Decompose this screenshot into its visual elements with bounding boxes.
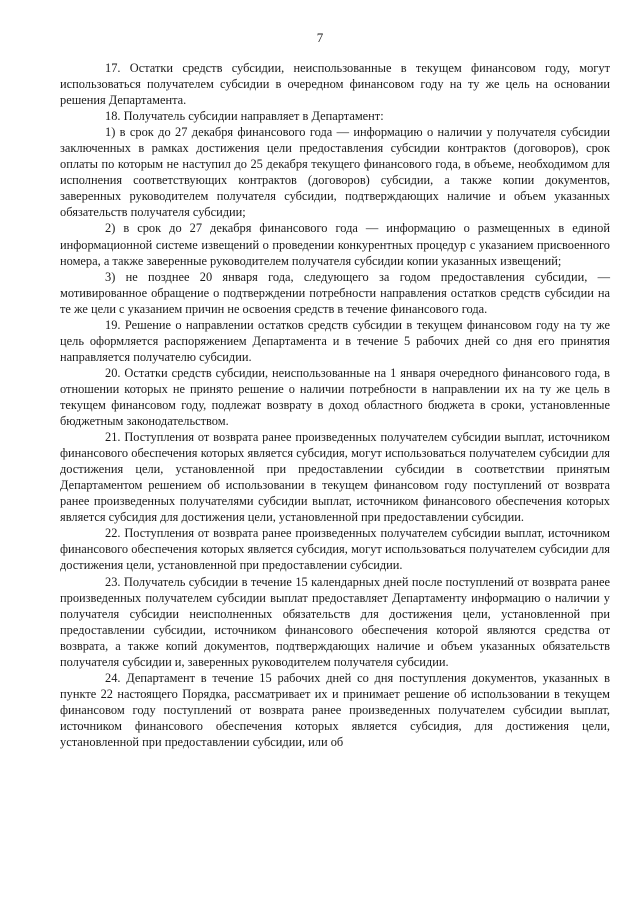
page-number: 7 <box>316 30 324 45</box>
paragraph-18-item-2: 2) в срок до 27 декабря финансового года — информацию о размещенных в единой информационной системе извещений о проведении конкурентных процедур с указанием присвоенного номера, а также заверенные руководителем получателя субсидии копии указанных извещений; <box>60 221 610 268</box>
paragraph-17: 17. Остатки средств субсидии, неиспользованные в текущем финансовом году, могут использоваться получателем субсидии в очередном финансовом году на ту же цель на основании решения Департамента. <box>60 61 610 108</box>
paragraph-18-item-3: 3) не позднее 20 января года, следующего за годом предоставления субсидии, — мотивированное обращение о подтверждении потребности направления остатков средств субсидии на те же цели с указанием причин не освоения средств в течение финансового года. <box>60 269 610 316</box>
paragraph-20: 20. Остатки средств субсидии, неиспользованные на 1 января очередного финансового года, в отношении которых не принято решение о наличии потребности в направлении их на ту же цель в текущем финансовом году, подлежат возврату в доход областного бюджета в сроки, установленные бюджетным законодательством. <box>60 365 610 429</box>
paragraph-23: 23. Получатель субсидии в течение 15 календарных дней после поступлений от возврата ранее произведенных получателем субсидии выплат предоставляет Департаменту информацию о наличии у получателя субсидии неисполненных обязательств для достижения цели, установленной при предоставлении субсидии, источником финансового обеспечения которой являются средства от возврата, а также копий документов, подтверждающих наличие и объем указанных обязательств получателя субсидии и, заверенных руководителем получателя субсидии. <box>60 574 610 669</box>
paragraph-24: 24. Департамент в течение 15 рабочих дней со дня поступления документов, указанных в пункте 22 настоящего Порядка, рассматривает их и принимает решение об использовании в текущем финансовом году поступлений от возврата ранее произведенных получателем субсидии выплат, источником финансового обеспечения которых является субсидия, для достижения цели, установленной при предоставлении субсидии, или об <box>60 670 610 749</box>
paragraph-18-item-1: 1) в срок до 27 декабря финансового года — информацию о наличии у получателя субсидии заключенных в рамках достижения цели предоставления субсидии контрактов (договоров), срок оплаты по которым не наступил до 25 декабря текущего финансового года, в объеме, необходимом для исполнения соответствующих контрактов (договоров) субсидии, а также копии документов, заверенных руководителем получателя субсидии, подтверждающих наличие и объем указанных обязательств получателя субсидии; <box>60 125 610 220</box>
paragraph-18: 18. Получатель субсидии направляет в Департамент: <box>105 109 384 124</box>
paragraph-22: 22. Поступления от возврата ранее произведенных получателем субсидии выплат, источником финансового обеспечения которых является субсидия, могут использоваться получателем субсидии для достижения цели, установленной при предоставлении субсидии. <box>60 526 610 573</box>
paragraph-19: 19. Решение о направлении остатков средств субсидии в текущем финансовом году на ту же цель оформляется распоряжением Департамента и в течение 5 рабочих дней со дня его принятия направляется получателю субсидии. <box>60 317 610 364</box>
document-body <box>60 60 610 750</box>
paragraph-21: 21. Поступления от возврата ранее произведенных получателем субсидии выплат, источником финансового обеспечения которых является субсидия, могут использоваться получателем субсидии для достижения цели, установленной при предоставлении субсидии в соответствии принятым Департаментом решением об использовании в текущем финансовом году поступлений от возврата ранее произведенных получателями субсидии выплат, источником финансового обеспечения которых является субсидия для достижения цели, установленной при предоставлении субсидии. <box>60 430 610 525</box>
